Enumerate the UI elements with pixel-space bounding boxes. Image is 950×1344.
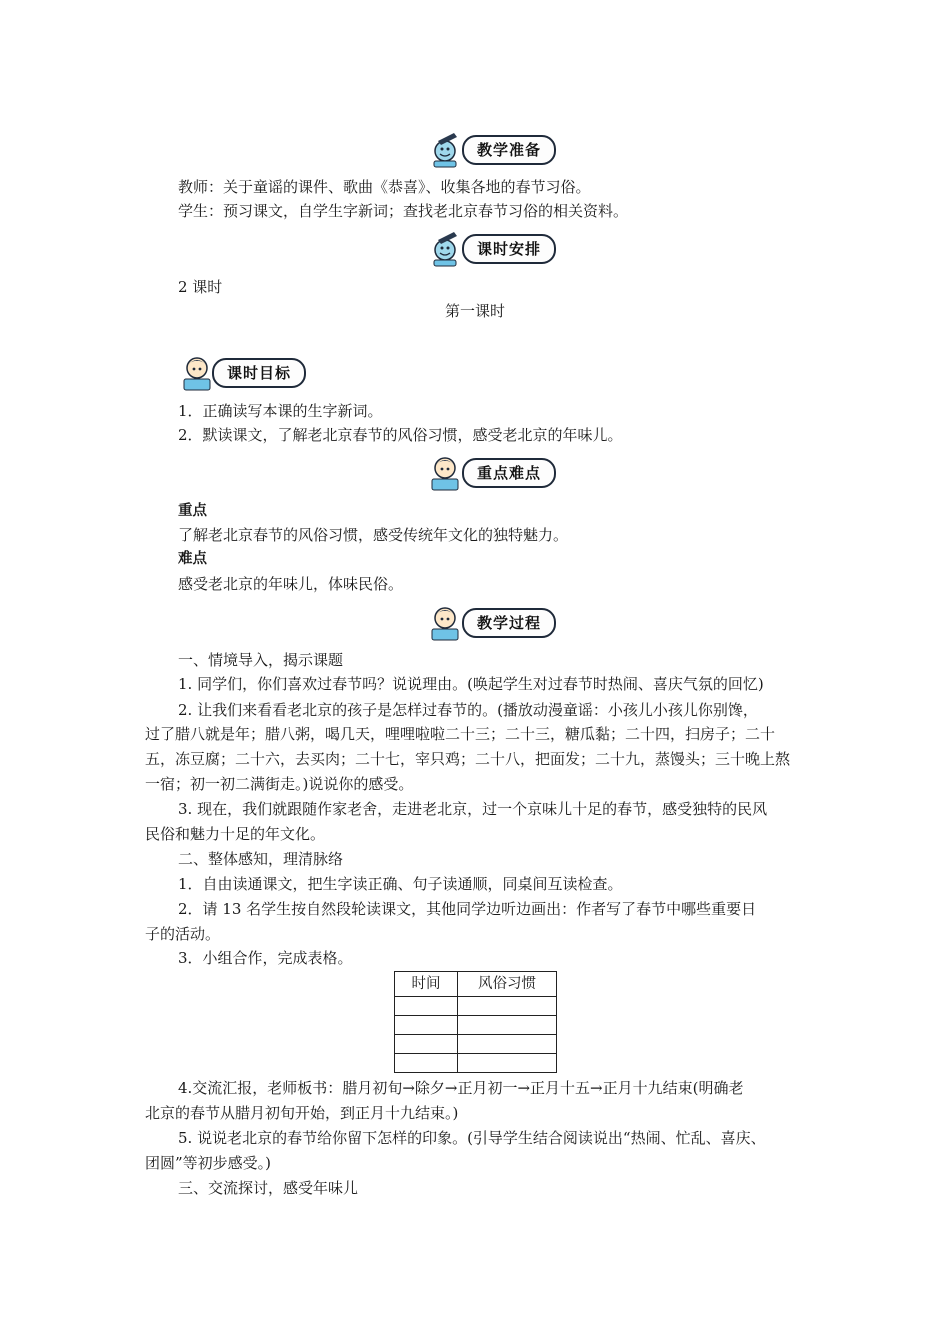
key-text: 了解老北京春节的风俗习惯，感受传统年文化的独特魅力。 — [178, 526, 569, 544]
table-cell — [395, 1054, 458, 1073]
customs-table — [394, 971, 557, 1073]
table-cell — [458, 1035, 557, 1054]
table-cell — [458, 1016, 557, 1035]
process-paragraph: 3. 现在，我们就跟随作家老舍，走进老北京，过一个京味儿十足的春节，感受独特的民风 — [178, 800, 768, 818]
table-cell — [395, 1016, 458, 1035]
table-header-customs: 风俗习惯 — [458, 972, 557, 997]
section-banner-prep — [426, 129, 558, 169]
table-row — [395, 1054, 557, 1073]
table-row — [395, 997, 557, 1016]
process-paragraph: 团圆”等初步感受。) — [145, 1154, 272, 1172]
process-section-heading: 一、情境导入，揭示课题 — [178, 651, 344, 669]
table-cell — [458, 997, 557, 1016]
table-row — [395, 1035, 557, 1054]
section-banner-keypoints — [426, 452, 558, 492]
section-banner-process — [426, 602, 558, 642]
process-paragraph: 5. 说说老北京的春节给你留下怎样的印象。(引导学生结合阅读说出“热闹、忙乱、喜庆、 — [178, 1129, 766, 1147]
process-paragraph: 1. 同学们，你们喜欢过春节吗？说说理由。(唤起学生对过春节时热闹、喜庆气氛的回忆) — [178, 675, 764, 693]
student-mascot-icon — [426, 452, 466, 492]
process-paragraph: 五，冻豆腐；二十六，去买肉；二十七，宰只鸡；二十八，把面发；二十九，蒸馒头；三十晚上熬 — [145, 750, 791, 768]
section-banner-schedule — [426, 228, 558, 268]
section-title: 课时安排 — [462, 234, 556, 264]
hard-text: 感受老北京的年味儿，体味民俗。 — [178, 575, 404, 593]
prep-student: 学生：预习课文，自学生字新词；查找老北京春节习俗的相关资料。 — [178, 202, 629, 220]
process-section-heading: 二、整体感知，理清脉络 — [178, 850, 344, 868]
process-paragraph: 子的活动。 — [145, 925, 221, 943]
process-paragraph: 2．请 13 名学生按自然段轮读课文，其他同学边听边画出：作者写了春节中哪些重要日 — [178, 900, 757, 918]
student-mascot-icon — [426, 602, 466, 642]
teacher-mascot-icon — [426, 228, 466, 268]
process-paragraph: 3．小组合作，完成表格。 — [178, 949, 353, 967]
table-cell — [395, 1035, 458, 1054]
process-paragraph: 一宿；初一初二满街走。)说说你的感受。 — [145, 775, 414, 793]
section-title: 教学过程 — [462, 608, 556, 638]
hard-label: 难点 — [178, 551, 207, 567]
table-row — [395, 1016, 557, 1035]
process-paragraph: 4.交流汇报，老师板书：腊月初旬→除夕→正月初一→正月十五→正月十九结束(明确老 — [178, 1079, 744, 1097]
prep-teacher: 教师：关于童谣的课件、歌曲《恭喜》、收集各地的春节习俗。 — [178, 178, 591, 196]
section-title: 教学准备 — [462, 135, 556, 165]
process-paragraph: 北京的春节从腊月初旬开始，到正月十九结束。) — [145, 1104, 459, 1122]
process-paragraph: 民俗和魅力十足的年文化。 — [145, 825, 326, 843]
schedule-hours: 2 课时 — [178, 278, 223, 296]
process-section-heading: 三、交流探讨，感受年味儿 — [178, 1179, 359, 1197]
process-paragraph: 过了腊八就是年；腊八粥，喝几天，哩哩啦啦二十三；二十三，糖瓜黏；二十四，扫房子；二十 — [145, 725, 776, 743]
table-cell — [395, 997, 458, 1016]
first-lesson-heading: 第一课时 — [444, 302, 505, 320]
section-banner-goals — [178, 352, 308, 392]
goal-item: 1．正确读写本课的生字新词。 — [178, 402, 383, 420]
process-paragraph: 1．自由读通课文，把生字读正确、句子读通顺，同桌间互读检查。 — [178, 875, 623, 893]
teacher-mascot-icon — [426, 129, 466, 169]
section-title: 课时目标 — [212, 358, 306, 388]
table-header-time: 时间 — [395, 972, 458, 997]
section-title: 重点难点 — [462, 458, 556, 488]
table-cell — [458, 1054, 557, 1073]
process-paragraph: 2. 让我们来看看老北京的孩子是怎样过春节的。(播放动漫童谣：小孩儿小孩儿你别馋， — [178, 701, 758, 719]
key-label: 重点 — [178, 503, 207, 519]
goal-item: 2．默读课文，了解老北京春节的风俗习惯，感受老北京的年味儿。 — [178, 426, 623, 444]
